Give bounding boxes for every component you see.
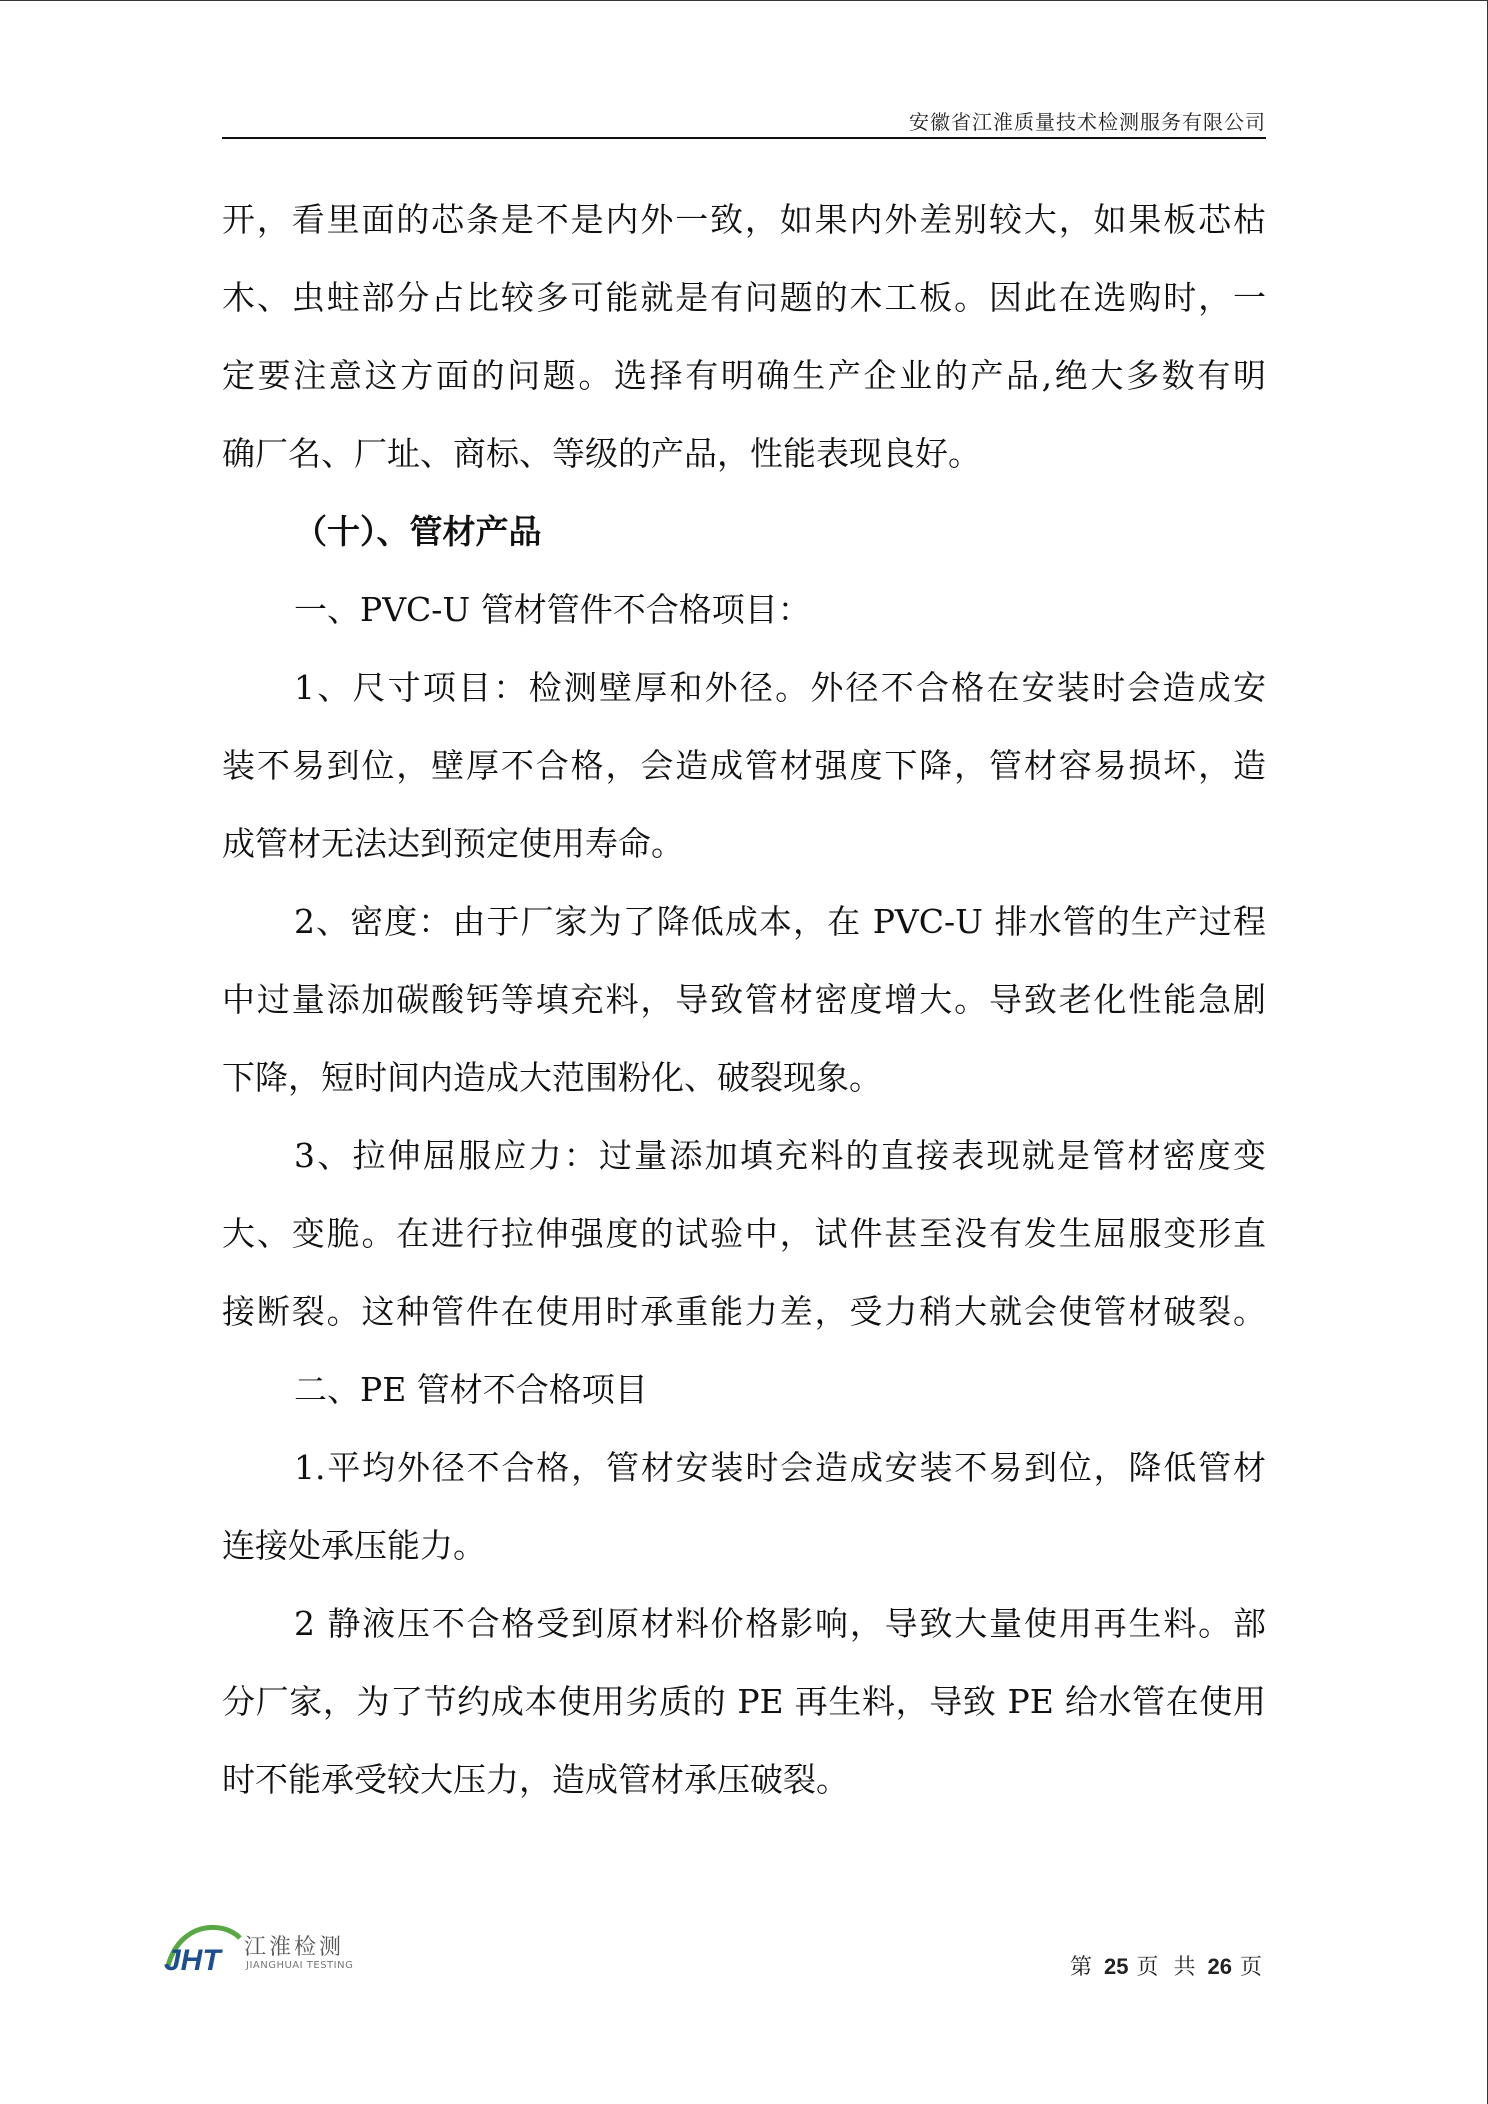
body-line: 开，看里面的芯条是不是内外一致，如果内外差别较大，如果板芯枯 <box>222 200 1266 239</box>
document-body <box>222 190 1266 1828</box>
body-line: 分厂家，为了节约成本使用劣质的 PE 再生料，导致 PE 给水管在使用 <box>222 1682 1266 1721</box>
body-line: 2、密度：由于厂家为了降低成本，在 PVC-U 排水管的生产过程 <box>294 902 1266 941</box>
body-line: 木、虫蛀部分占比较多可能就是有问题的木工板。因此在选购时，一 <box>222 278 1266 317</box>
body-line: 时不能承受较大压力，造成管材承压破裂。 <box>222 1760 849 1799</box>
body-line: 1、尺寸项目：检测壁厚和外径。外径不合格在安装时会造成安 <box>294 668 1266 707</box>
body-line: 装不易到位，壁厚不合格，会造成管材强度下降，管材容易损坏，造 <box>222 746 1266 785</box>
body-line: 一、PVC-U 管材管件不合格项目： <box>294 590 811 629</box>
header-company-name: 安徽省江淮质量技术检测服务有限公司 <box>909 110 1266 134</box>
page-suffix: 页 <box>1239 1955 1266 1980</box>
page-prefix: 第 <box>1070 1955 1097 1980</box>
header-rule <box>222 137 1266 139</box>
page-total: 26 <box>1207 1954 1232 1979</box>
body-line: 1.平均外径不合格，管材安装时会造成安装不易到位，降低管材 <box>294 1448 1266 1487</box>
body-line: 3、拉伸屈服应力：过量添加填充料的直接表现就是管材密度变 <box>294 1136 1266 1175</box>
body-line: 定要注意这方面的问题。选择有明确生产企业的产品,绝大多数有明 <box>222 356 1266 395</box>
logo-mark-text: JHT <box>164 1944 221 1977</box>
body-line: 中过量添加碳酸钙等填充料，导致管材密度增大。导致老化性能急剧 <box>222 980 1266 1019</box>
body-line: 连接处承压能力。 <box>222 1526 486 1565</box>
body-line: 接断裂。这种管件在使用时承重能力差，受力稍大就会使管材破裂。 <box>222 1292 1266 1331</box>
body-line: 大、变脆。在进行拉伸强度的试验中，试件甚至没有发生屈服变形直 <box>222 1214 1266 1253</box>
page-frame-top <box>0 0 1488 1</box>
jht-logo-icon <box>160 1920 244 1980</box>
page-middle: 页 共 <box>1136 1955 1200 1980</box>
body-line: 成管材无法达到预定使用寿命。 <box>222 824 684 863</box>
logo-english-name: JIANGHUAI TESTING <box>246 1960 354 1971</box>
page-number <box>1070 1950 1266 1981</box>
company-logo <box>160 1920 370 1990</box>
body-line: 确厂名、厂址、商标、等级的产品，性能表现良好。 <box>222 434 981 473</box>
section-heading: （十）、管材产品 <box>294 512 542 551</box>
logo-chinese-name: 江淮检测 <box>244 1935 345 1960</box>
body-line: 2 静液压不合格受到原材料价格影响，导致大量使用再生料。部 <box>294 1604 1266 1643</box>
body-line: 二、PE 管材不合格项目 <box>294 1370 648 1409</box>
body-line: 下降，短时间内造成大范围粉化、破裂现象。 <box>222 1058 882 1097</box>
page-current: 25 <box>1104 1954 1129 1979</box>
